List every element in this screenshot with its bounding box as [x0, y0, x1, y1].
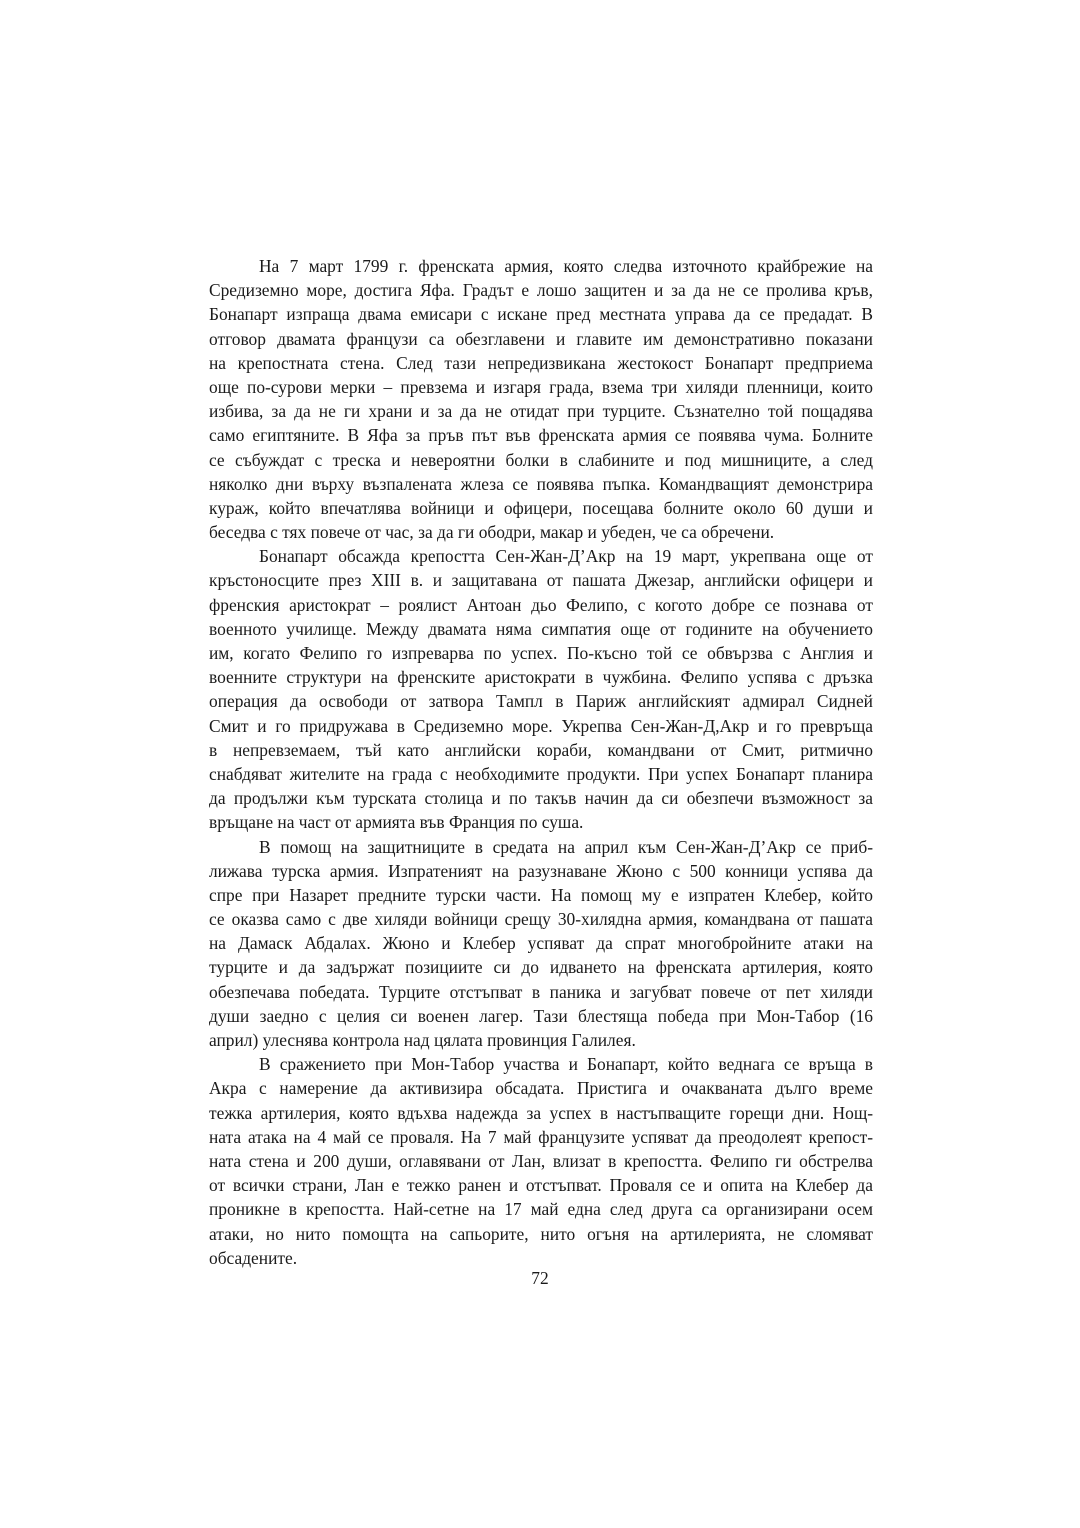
text-line: още по-сурови мерки – превзема и изгаря града, взема три хиляди пленници, които — [209, 376, 873, 397]
text-line: проникне в крепостта. Най-сетне на 17 май една след друга са организирани осем — [209, 1199, 873, 1220]
text-line: избива, за да не ги храни и за да не отидат при турците. Съзнателно той пощадява — [209, 401, 873, 422]
text-line: кръстоносците през XIII в. и защитавана от пашата Джезар, английски офицери и — [209, 570, 873, 591]
text-line: обсадените. — [209, 1247, 298, 1268]
text-line: само египтяните. В Яфа за пръв път във френската армия се появява чума. Болните — [209, 425, 873, 446]
text-line: военните структури на френските аристократи в чужбина. Фелипо успява с дръзка — [209, 667, 873, 688]
text-line: В сражението при Мон-Табор участва и Бонапарт, който веднага се връща в — [259, 1054, 873, 1075]
paragraph — [209, 544, 873, 834]
text-line: беседва с тях повече от час, за да ги ободри, макар и убеден, че са обречени. — [209, 522, 775, 543]
text-line: на крепостната стена. След тази непредизвикана жестокост Бонапарт предприема — [209, 352, 873, 373]
text-line: кураж, който впечатлява войници и офицери, посещава болните около 60 души и — [209, 497, 873, 518]
text-line: Средиземно море, достига Яфа. Градът е лошо защитен и за да не се пролива кръв, — [209, 280, 873, 301]
text-line: в непревземаем, тъй като английски кораби, командвани от Смит, ритмично — [209, 739, 873, 760]
text-line: турците и да задържат позициите си до идването на френската артилерия, която — [209, 957, 873, 978]
text-line: обезпечава победата. Турците отстъпват в паника и загубват повече от пет хиляди — [209, 981, 873, 1002]
text-line: лижава турска армия. Изпратеният на разузнаване Жюно с 500 конници успява да — [209, 860, 873, 881]
text-line: се събуждат с треска и невероятни болки в слабините и под мишниците, а след — [209, 449, 873, 470]
text-line: На 7 март 1799 г. френската армия, която следва източното крайбрежие на — [259, 256, 873, 276]
text-line: от всички страни, Лан е тежко ранен и отстъпват. Проваля се и опита на Клебер да — [209, 1175, 873, 1196]
text-line: Бонапарт изпраща двама емисари с искане пред местната управа да се предадат. В — [209, 304, 873, 325]
text-line: военното училище. Между двамата няма симпатия още от годините на обучението — [209, 618, 873, 639]
text-line: снабдяват жителите на града с необходимите продукти. При успех Бонапарт планира — [209, 763, 873, 784]
text-line: Бонапарт обсажда крепостта Сен-Жан-Д’Акр на 19 март, укрепвана още от — [259, 546, 873, 567]
text-line: няколко дни върху възпалената жлеза се появява пъпка. Командващият демонстрира — [209, 473, 873, 494]
text-line: атаки, но нито помощта на сапьорите, нито огъня на артилерията, не сломяват — [209, 1223, 873, 1244]
text-line: ната стена и 200 души, оглавявани от Лан, влизат в крепостта. Фелипо ги обстрелва — [209, 1150, 873, 1171]
text-line: им, когато Фелипо го изпреварва по успех. По-късно той се обвързва с Англия и — [209, 643, 873, 663]
paragraph — [209, 835, 873, 1053]
paragraph — [209, 1052, 873, 1270]
text-line: спре при Назарет предните турски части. На помощ му е изпратен Клебер, който — [209, 884, 873, 905]
text-line: се оказва само с две хиляди войници срещу 30-хилядна армия, командвана от пашата — [209, 909, 873, 930]
body-text — [209, 254, 873, 1270]
text-line: на Дамаск Абдалах. Жюно и Клебер успяват да спрат многобройните атаки на — [209, 933, 873, 954]
text-line: април) улеснява контрола над цялата провинция Галилея. — [209, 1030, 636, 1050]
text-line: ната атака на 4 май се проваля. На 7 май французите успяват да преодолеят крепост- — [209, 1126, 873, 1147]
text-line: отговор двамата французи са обезглавени и главите им демонстративно показани — [209, 328, 873, 349]
text-line: тежка артилерия, която вдъхва надежда за успех в настъпващите горещи дни. Нощ- — [209, 1102, 873, 1123]
text-line: френския аристократ – роялист Антоан дьо Фелипо, с когото добре се познава от — [209, 594, 873, 615]
text-line: Смит и го придружава в Средиземно море. Укрепва Сен-Жан-Д,Акр и го превръща — [209, 715, 873, 736]
text-line: да продължи към турската столица и по такъв начин да си обезпечи възможност за — [209, 788, 873, 809]
text-line: операция да освободи от затвора Тампл в Париж английският адмирал Сидней — [209, 691, 873, 712]
text-line: Акра с намерение да активизира обсадата. Пристига и очакваната дълго време — [209, 1078, 873, 1099]
page-number: 72 — [531, 1268, 549, 1288]
text-line: души заедно с целия си военен лагер. Тази блестяща победа при Мон-Табор (16 — [209, 1005, 873, 1026]
text-line: връщане на част от армията във Франция по суша. — [209, 812, 584, 833]
text-line: В помощ на защитниците в средата на април към Сен-Жан-Д’Акр се приб- — [259, 836, 873, 857]
paragraph — [209, 254, 873, 544]
